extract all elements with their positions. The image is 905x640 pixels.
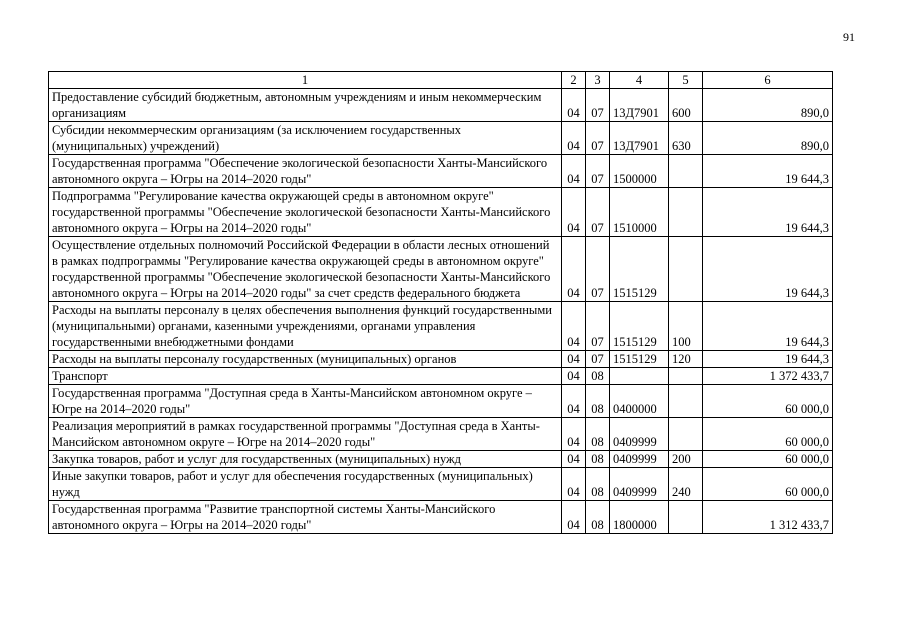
cell-expense-type xyxy=(669,155,703,188)
cell-amount: 19 644,3 xyxy=(703,155,833,188)
cell-section: 04 xyxy=(562,302,586,351)
table-row xyxy=(49,122,833,155)
col-header-section: 2 xyxy=(562,72,586,89)
table-row xyxy=(49,385,833,418)
cell-expense-type: 630 xyxy=(669,122,703,155)
table-row xyxy=(49,155,833,188)
cell-section: 04 xyxy=(562,351,586,368)
cell-subsection: 07 xyxy=(586,351,610,368)
cell-section: 04 xyxy=(562,188,586,237)
cell-subsection: 08 xyxy=(586,501,610,534)
cell-amount: 60 000,0 xyxy=(703,418,833,451)
cell-expense-type xyxy=(669,501,703,534)
cell-expense-type: 600 xyxy=(669,89,703,122)
cell-target-article: 1515129 xyxy=(610,302,669,351)
cell-name: Предоставление субсидий бюджетным, автономным учреждениям и иным некоммерческим организациям xyxy=(49,89,562,122)
cell-subsection: 07 xyxy=(586,155,610,188)
cell-name: Расходы на выплаты персоналу в целях обеспечения выполнения функций государственными (муниципальными) органами, казенными учреждениями, органами управления государственными внебюджетными фондами xyxy=(49,302,562,351)
cell-expense-type xyxy=(669,188,703,237)
cell-section: 04 xyxy=(562,368,586,385)
table-row xyxy=(49,468,833,501)
cell-section: 04 xyxy=(562,89,586,122)
cell-amount: 890,0 xyxy=(703,89,833,122)
col-header-name: 1 xyxy=(49,72,562,89)
cell-expense-type: 240 xyxy=(669,468,703,501)
cell-name: Осуществление отдельных полномочий Российской Федерации в области лесных отношений в рамках подпрограммы "Регулирование качества окружающей среды в автономном округе" государственной программы "Обеспечение экологической безопасности Ханты-Мансийского автономного округа – Югры на 2014–2020 годы" за счет средств федерального бюджета xyxy=(49,237,562,302)
cell-amount: 19 644,3 xyxy=(703,188,833,237)
cell-target-article: 0409999 xyxy=(610,451,669,468)
cell-amount: 19 644,3 xyxy=(703,237,833,302)
cell-subsection: 07 xyxy=(586,188,610,237)
cell-subsection: 08 xyxy=(586,368,610,385)
cell-expense-type xyxy=(669,418,703,451)
table-row xyxy=(49,418,833,451)
cell-target-article: 1800000 xyxy=(610,501,669,534)
col-header-amount: 6 xyxy=(703,72,833,89)
cell-name: Реализация мероприятий в рамках государственной программы "Доступная среда в Ханты-Мансийском автономном округе – Югре на 2014–2020 годы" xyxy=(49,418,562,451)
cell-amount: 19 644,3 xyxy=(703,302,833,351)
cell-name: Государственная программа "Развитие транспортной системы Ханты-Мансийского автономного округа – Югры на 2014–2020 годы" xyxy=(49,501,562,534)
cell-amount: 1 312 433,7 xyxy=(703,501,833,534)
cell-subsection: 07 xyxy=(586,237,610,302)
cell-section: 04 xyxy=(562,468,586,501)
cell-target-article: 1515129 xyxy=(610,351,669,368)
table-row xyxy=(49,451,833,468)
table-row xyxy=(49,188,833,237)
cell-name: Иные закупки товаров, работ и услуг для обеспечения государственных (муниципальных) нужд xyxy=(49,468,562,501)
col-header-subsection: 3 xyxy=(586,72,610,89)
cell-subsection: 07 xyxy=(586,302,610,351)
cell-target-article: 1500000 xyxy=(610,155,669,188)
cell-name: Расходы на выплаты персоналу государственных (муниципальных) органов xyxy=(49,351,562,368)
cell-name: Транспорт xyxy=(49,368,562,385)
cell-subsection: 08 xyxy=(586,385,610,418)
cell-name: Субсидии некоммерческим организациям (за исключением государственных (муниципальных) учреждений) xyxy=(49,122,562,155)
cell-subsection: 08 xyxy=(586,451,610,468)
cell-name: Государственная программа "Обеспечение экологической безопасности Ханты-Мансийского автономного округа – Югры на 2014–2020 годы" xyxy=(49,155,562,188)
page-number: 91 xyxy=(843,30,855,44)
cell-section: 04 xyxy=(562,418,586,451)
cell-section: 04 xyxy=(562,155,586,188)
table-row xyxy=(49,501,833,534)
cell-target-article: 13Д7901 xyxy=(610,122,669,155)
table-row xyxy=(49,368,833,385)
budget-table xyxy=(48,71,833,534)
cell-target-article xyxy=(610,368,669,385)
cell-target-article: 0409999 xyxy=(610,418,669,451)
cell-subsection: 07 xyxy=(586,89,610,122)
cell-name: Государственная программа "Доступная среда в Ханты-Мансийском автономном округе – Югре на 2014–2020 годы" xyxy=(49,385,562,418)
cell-amount: 890,0 xyxy=(703,122,833,155)
cell-expense-type: 100 xyxy=(669,302,703,351)
cell-subsection: 08 xyxy=(586,418,610,451)
cell-section: 04 xyxy=(562,501,586,534)
cell-amount: 1 372 433,7 xyxy=(703,368,833,385)
cell-expense-type xyxy=(669,237,703,302)
cell-section: 04 xyxy=(562,122,586,155)
cell-target-article: 1515129 xyxy=(610,237,669,302)
table-row xyxy=(49,351,833,368)
cell-name: Закупка товаров, работ и услуг для государственных (муниципальных) нужд xyxy=(49,451,562,468)
cell-amount: 60 000,0 xyxy=(703,385,833,418)
col-header-expense-type: 5 xyxy=(669,72,703,89)
cell-target-article: 1510000 xyxy=(610,188,669,237)
table-row xyxy=(49,237,833,302)
cell-expense-type: 200 xyxy=(669,451,703,468)
cell-amount: 19 644,3 xyxy=(703,351,833,368)
header-row xyxy=(49,72,833,89)
cell-target-article: 0409999 xyxy=(610,468,669,501)
cell-amount: 60 000,0 xyxy=(703,468,833,501)
cell-name: Подпрограмма "Регулирование качества окружающей среды в автономном округе" государственной программы "Обеспечение экологической безопасности Ханты-Мансийского автономного округа – Югры на 2014–2020 годы" xyxy=(49,188,562,237)
table-row xyxy=(49,302,833,351)
cell-section: 04 xyxy=(562,237,586,302)
cell-expense-type xyxy=(669,385,703,418)
cell-target-article: 0400000 xyxy=(610,385,669,418)
table-row xyxy=(49,89,833,122)
cell-subsection: 08 xyxy=(586,468,610,501)
cell-subsection: 07 xyxy=(586,122,610,155)
cell-expense-type xyxy=(669,368,703,385)
cell-amount: 60 000,0 xyxy=(703,451,833,468)
cell-section: 04 xyxy=(562,385,586,418)
col-header-target-article: 4 xyxy=(610,72,669,89)
cell-target-article: 13Д7901 xyxy=(610,89,669,122)
cell-expense-type: 120 xyxy=(669,351,703,368)
cell-section: 04 xyxy=(562,451,586,468)
